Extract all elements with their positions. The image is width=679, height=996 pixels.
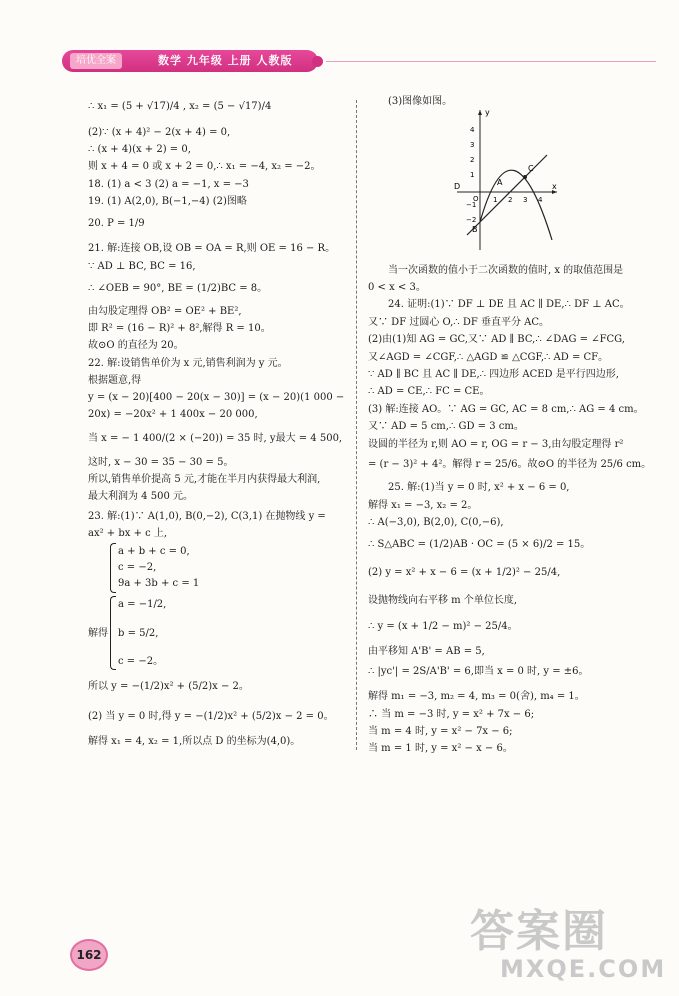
answer-line: 设抛物线向右平移 m 个单位长度,	[368, 595, 518, 606]
x-tick-label: 4	[538, 196, 543, 204]
answer-line: (2) 当 y = 0 时,得 y = −(1/2)x² + (5/2)x − 2 = 0。	[88, 711, 334, 722]
answer-line: 则 x + 4 = 0 或 x + 2 = 0,∴ x₁ = −4, x₂ = −2。	[88, 161, 321, 172]
answer-line: 19. (1) A(2,0), B(−1,−4) (2)图略	[88, 196, 247, 207]
answer-line: (2) y = x² + x − 6 = (x + 1/2)² − 25/4,	[368, 567, 561, 578]
answer-line: 设圆的半径为 r,则 AO = r, OG = r − 3,由勾股定理得 r²	[368, 439, 624, 450]
answer-line: 当一次函数的值小于二次函数的值时, x 的取值范围是	[388, 265, 624, 276]
answer-line: 0 < x < 3。	[368, 282, 426, 293]
answer-line: = (r − 3)² + 4²。解得 r = 25/6。故⊙O 的半径为 25/6 cm。	[368, 459, 652, 470]
header-rule	[326, 61, 656, 62]
x-axis-label: x	[552, 182, 557, 191]
answer-line: 20. P = 1/9	[88, 218, 145, 229]
y-axis-arrow	[478, 110, 482, 115]
y-tick-label: −1	[466, 201, 477, 209]
x-tick-label: 2	[508, 196, 513, 204]
y-tick-label: −2	[466, 216, 477, 224]
header-series-tag: 培优全案	[70, 53, 122, 69]
answer-line: 由平移知 A'B' = AB = 5,	[368, 646, 485, 657]
point-label-d: D	[454, 182, 461, 191]
answer-line: 解得 m₁ = −3, m₂ = 4, m₃ = 0(舍), m₄ = 1。	[368, 691, 585, 702]
answer-line: ∴ y = (x + 1/2 − m)² − 25/4。	[368, 621, 518, 632]
header-dot	[312, 56, 323, 67]
point-label-b: B	[472, 225, 478, 234]
answer-line: (3) 解:连接 AO。∵ AG = GC, AC = 8 cm,∴ AG = 4 cm。	[368, 404, 644, 415]
y-tick-label: 4	[470, 126, 475, 134]
answer-line: 22. 解:设销售单价为 x 元,销售利润为 y 元。	[88, 358, 288, 369]
point-c	[523, 175, 527, 179]
answer-line: 23. 解:(1)∵ A(1,0), B(0,−2), C(3,1) 在抛物线 y =	[88, 511, 326, 522]
solution-line: b = 5/2,	[118, 628, 159, 639]
y-tick-label: 3	[470, 141, 475, 149]
origin-label: O	[473, 195, 479, 203]
equation-line: a + b + c = 0,	[118, 546, 190, 557]
parabola-curve	[480, 170, 552, 240]
column-divider	[356, 100, 357, 750]
answer-line: 当 m = 4 时, y = x² − 7x − 6;	[368, 726, 513, 737]
answer-line: ∴ (x + 4)(x + 2) = 0,	[88, 144, 191, 155]
y-axis-label: y	[485, 108, 490, 117]
answer-line: 根据题意,得	[88, 375, 142, 386]
answer-line: ∴ x₁ = (5 + √17)/4 , x₂ = (5 − √17)/4	[88, 101, 272, 112]
answer-line: ∴ ∠OEB = 90°, BE = (1/2)BC = 8。	[88, 283, 268, 294]
solution-line: a = −1/2,	[118, 599, 167, 610]
function-graph	[452, 105, 562, 255]
answer-line: 又∠AGD = ∠CGF,∴ △AGD ≌ △CGF,∴ AD = CF。	[368, 352, 609, 363]
answer-line: 又∵ AD = 5 cm,∴ GD = 3 cm。	[368, 421, 524, 432]
answer-line: 由勾股定理得 OB² = OE² + BE²,	[88, 306, 242, 317]
answer-line: 所以 y = −(1/2)x² + (5/2)x − 2。	[88, 681, 249, 692]
x-tick-label: 3	[523, 196, 528, 204]
point-label-a: A	[497, 178, 503, 187]
y-tick-label: 2	[470, 156, 475, 164]
answer-line: 25. 解:(1)当 y = 0 时, x² + x − 6 = 0,	[388, 482, 570, 493]
answer-line: 21. 解:连接 OB,设 OB = OA = R,则 OE = 16 − R。	[88, 243, 336, 254]
answer-line: ∴ |yc'| = 2S/A'B' = 6,即当 x = 0 时, y = ±6。	[368, 666, 589, 677]
answer-line: 解得 x₁ = −3, x₂ = 2。	[368, 500, 478, 511]
answer-line: 这时, x − 30 = 35 − 30 = 5。	[88, 457, 234, 468]
equation-line: c = −2,	[118, 562, 157, 573]
answer-line: ∵ AD ∥ BC 且 AC ∥ DE,∴ 四边形 ACED 是平行四边形,	[368, 369, 619, 380]
answer-line: 所以,销售单价提高 5 元,才能在半月内获得最大利润,	[88, 474, 321, 485]
answer-line: 即 R² = (16 − R)² + 8²,解得 R = 10。	[88, 323, 271, 334]
answer-line: 解得	[88, 628, 108, 639]
watermark-url: MXQE.COM	[500, 955, 667, 983]
answer-line: 当 m = 1 时, y = x² − x − 6。	[368, 743, 513, 754]
solution-line: c = −2。	[118, 656, 164, 667]
answer-line: (3)图像如图。	[388, 96, 453, 107]
answer-line: ∴ AD = CE,∴ FC = CE。	[368, 386, 490, 397]
answer-line: ∴ A(−3,0), B(2,0), C(0,−6),	[368, 517, 504, 528]
answer-line: 解得 x₁ = 4, x₂ = 1,所以点 D 的坐标为(4,0)。	[88, 736, 301, 747]
answer-line: 故⊙O 的直径为 20。	[88, 340, 184, 351]
answer-line: 24. 证明:(1)∵ DF ⊥ DE 且 AC ∥ DE,∴ DF ⊥ AC。	[388, 299, 630, 310]
answer-line: ∴ 当 m = −3 时, y = x² + 7x − 6;	[368, 709, 535, 720]
answer-line: ax² + bx + c 上,	[88, 528, 168, 539]
brace	[110, 543, 116, 593]
x-tick-label: 1	[493, 196, 498, 204]
point-label-c: C	[528, 164, 534, 173]
answer-line: 最大利润为 4 500 元。	[88, 491, 193, 502]
equation-line: 9a + 3b + c = 1	[118, 578, 200, 589]
answer-line: 又∵ DF 过圆心 O,∴ DF 垂直平分 AC。	[368, 317, 550, 328]
answer-line: y = (x − 20)[400 − 20(x − 30)] = (x − 20)(1 000 −	[88, 392, 345, 403]
answer-line: 20x) = −20x² + 1 400x − 20 000,	[88, 409, 258, 420]
answer-line: 当 x = − 1 400/(2 × (−20)) = 35 时, y最大 = 4 500,	[88, 433, 343, 444]
answer-line: (2)由(1)知 AG = GC,又∵ AD ∥ BC,∴ ∠DAG = ∠FCG,	[368, 334, 625, 345]
header-title: 数学 九年级 上册 人教版	[158, 54, 293, 67]
brace	[110, 596, 116, 670]
y-tick-label: 1	[470, 171, 475, 179]
page-number: 162	[70, 939, 108, 971]
answer-line: (2)∵ (x + 4)² − 2(x + 4) = 0,	[88, 127, 231, 138]
answer-line: ∵ AD ⊥ BC, BC = 16,	[88, 261, 196, 272]
answer-line: ∴ S△ABC = (1/2)AB · OC = (5 × 6)/2 = 15。	[368, 539, 591, 550]
watermark-logo: 答案圈	[470, 906, 608, 957]
answer-line: 18. (1) a < 3 (2) a = −1, x = −3	[88, 179, 249, 190]
